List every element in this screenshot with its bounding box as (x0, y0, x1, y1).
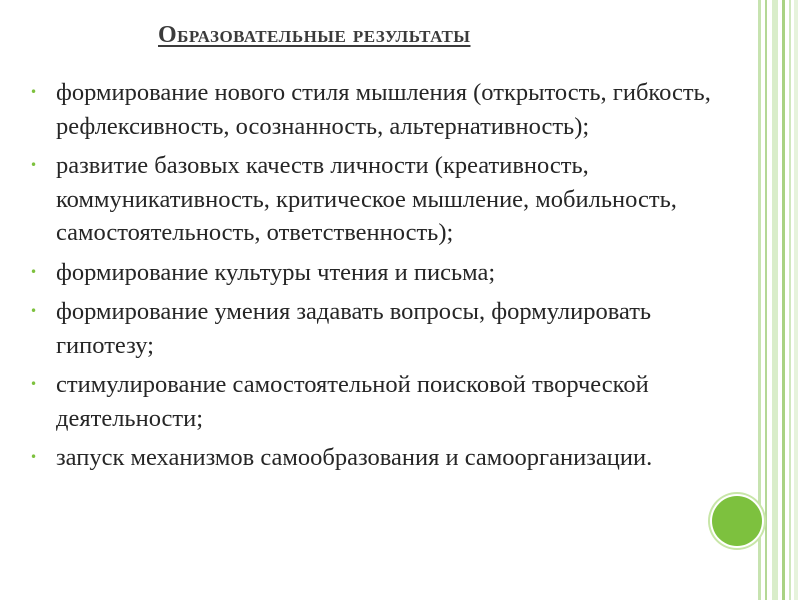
stripe (772, 0, 778, 600)
bullet-text: стимулирование самостоятельной поисковой творческой деятельности; (56, 371, 649, 432)
decorative-stripes (758, 0, 800, 600)
bullet-dot-icon: • (30, 450, 38, 464)
bullet-item (30, 295, 750, 362)
bullet-item (30, 76, 750, 143)
bullet-text: развитие базовых качеств личности (креативность, коммуникативность, критическое мышление, мобильность, самостоятельность, ответственность); (56, 152, 677, 246)
stripe (794, 0, 798, 600)
bullet-text: формирование нового стиля мышления (открытость, гибкость, рефлексивность, осознанность, альтернативность); (56, 79, 711, 140)
slide-title: Образовательные результаты (158, 22, 471, 48)
bullet-item (30, 441, 750, 475)
bullet-dot-icon: • (30, 264, 38, 279)
stripe (765, 0, 767, 600)
bullet-text: запуск механизмов самообразования и самоорганизации. (56, 444, 653, 471)
stripe (782, 0, 785, 600)
bullet-dot-icon: • (30, 158, 38, 172)
bullet-text: формирование культуры чтения и письма; (56, 258, 496, 286)
bullet-dot-icon: • (30, 377, 38, 391)
bullet-dot-icon: • (30, 85, 38, 99)
green-circle-icon (712, 496, 762, 546)
bullet-list (30, 76, 750, 481)
bullet-item (30, 256, 750, 290)
bullet-item (30, 368, 750, 435)
bullet-item (30, 149, 750, 250)
bullet-dot-icon: • (30, 304, 38, 318)
bullet-text: формирование умения задавать вопросы, формулировать гипотезу; (56, 298, 652, 359)
stripe (789, 0, 791, 600)
